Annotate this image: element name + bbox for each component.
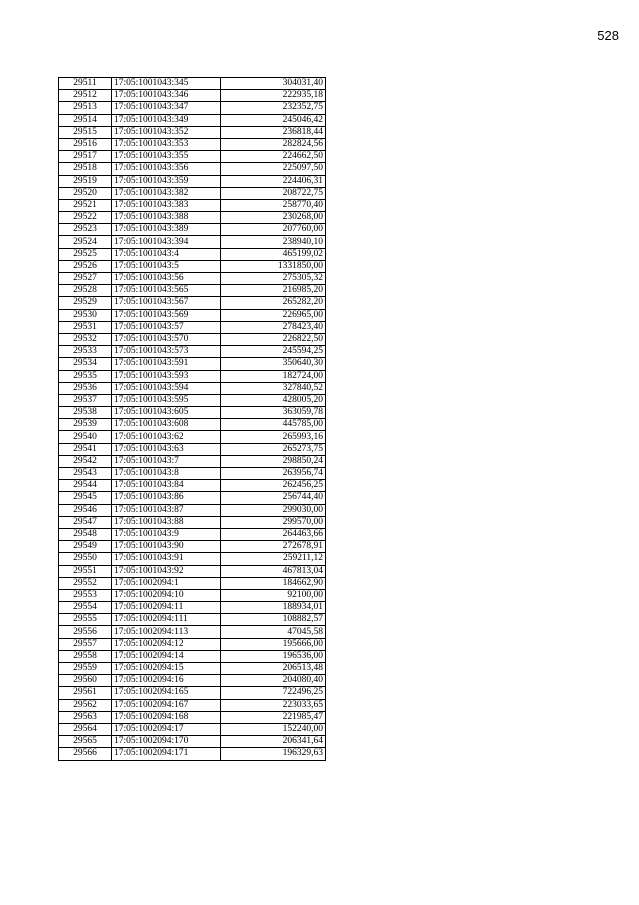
value-cell: 204080,40	[221, 675, 326, 687]
value-cell: 275305,32	[221, 273, 326, 285]
row-number-cell: 29545	[59, 492, 112, 504]
table-row	[59, 407, 326, 419]
cadastral-number-cell: 17:05:1002094:111	[112, 614, 221, 626]
table-row	[59, 468, 326, 480]
value-cell: 467813,04	[221, 565, 326, 577]
row-number-cell: 29541	[59, 443, 112, 455]
value-cell: 304031,40	[221, 78, 326, 90]
value-cell: 224406,31	[221, 175, 326, 187]
value-cell: 92100,00	[221, 589, 326, 601]
table-row	[59, 553, 326, 565]
row-number-cell: 29529	[59, 297, 112, 309]
value-cell: 188934,01	[221, 602, 326, 614]
cadastral-number-cell: 17:05:1002094:15	[112, 663, 221, 675]
cadastral-number-cell: 17:05:1001043:91	[112, 553, 221, 565]
value-cell: 226965,00	[221, 309, 326, 321]
row-number-cell: 29525	[59, 248, 112, 260]
value-cell: 221985,47	[221, 711, 326, 723]
table-row	[59, 175, 326, 187]
table-row	[59, 273, 326, 285]
value-cell: 1331850,00	[221, 260, 326, 272]
value-cell: 327840,52	[221, 382, 326, 394]
row-number-cell: 29537	[59, 394, 112, 406]
cadastral-number-cell: 17:05:1001043:63	[112, 443, 221, 455]
cadastral-number-cell: 17:05:1002094:167	[112, 699, 221, 711]
value-cell: 208722,75	[221, 187, 326, 199]
value-cell: 195666,00	[221, 638, 326, 650]
value-cell: 258770,40	[221, 199, 326, 211]
row-number-cell: 29512	[59, 90, 112, 102]
cadastral-number-cell: 17:05:1001043:5	[112, 260, 221, 272]
row-number-cell: 29538	[59, 407, 112, 419]
value-cell: 299570,00	[221, 516, 326, 528]
row-number-cell: 29514	[59, 114, 112, 126]
cadastral-number-cell: 17:05:1001043:595	[112, 394, 221, 406]
cadastral-number-cell: 17:05:1001043:394	[112, 236, 221, 248]
cadastral-number-cell: 17:05:1001043:359	[112, 175, 221, 187]
table-row	[59, 419, 326, 431]
cadastral-number-cell: 17:05:1001043:9	[112, 528, 221, 540]
value-cell: 256744,40	[221, 492, 326, 504]
table-row	[59, 297, 326, 309]
table-row	[59, 333, 326, 345]
table-row	[59, 394, 326, 406]
table-row	[59, 614, 326, 626]
cadastral-number-cell: 17:05:1001043:567	[112, 297, 221, 309]
value-cell: 223033,65	[221, 699, 326, 711]
table-row	[59, 358, 326, 370]
cadastral-number-cell: 17:05:1001043:86	[112, 492, 221, 504]
cadastral-number-cell: 17:05:1001043:92	[112, 565, 221, 577]
table-row	[59, 236, 326, 248]
cadastral-number-cell: 17:05:1001043:356	[112, 163, 221, 175]
value-cell: 196329,63	[221, 748, 326, 760]
data-table	[58, 77, 326, 761]
row-number-cell: 29520	[59, 187, 112, 199]
table-row	[59, 541, 326, 553]
table-row	[59, 321, 326, 333]
table-row	[59, 748, 326, 760]
row-number-cell: 29516	[59, 138, 112, 150]
value-cell: 216985,20	[221, 285, 326, 297]
table-row	[59, 370, 326, 382]
table-row	[59, 516, 326, 528]
table-body	[59, 78, 326, 761]
cadastral-number-cell: 17:05:1001043:62	[112, 431, 221, 443]
table-row	[59, 151, 326, 163]
table-row	[59, 504, 326, 516]
table-row	[59, 346, 326, 358]
row-number-cell: 29522	[59, 212, 112, 224]
row-number-cell: 29547	[59, 516, 112, 528]
row-number-cell: 29540	[59, 431, 112, 443]
cadastral-number-cell: 17:05:1001043:345	[112, 78, 221, 90]
row-number-cell: 29556	[59, 626, 112, 638]
table-row	[59, 431, 326, 443]
cadastral-number-cell: 17:05:1002094:113	[112, 626, 221, 638]
cadastral-number-cell: 17:05:1001043:56	[112, 273, 221, 285]
table-row	[59, 589, 326, 601]
cadastral-number-cell: 17:05:1001043:7	[112, 455, 221, 467]
row-number-cell: 29513	[59, 102, 112, 114]
cadastral-number-cell: 17:05:1001043:570	[112, 333, 221, 345]
value-cell: 428005,20	[221, 394, 326, 406]
cadastral-number-cell: 17:05:1001043:389	[112, 224, 221, 236]
value-cell: 236818,44	[221, 126, 326, 138]
row-number-cell: 29551	[59, 565, 112, 577]
value-cell: 265273,75	[221, 443, 326, 455]
cadastral-number-cell: 17:05:1001043:382	[112, 187, 221, 199]
cadastral-number-cell: 17:05:1002094:10	[112, 589, 221, 601]
value-cell: 206513,48	[221, 663, 326, 675]
table-row	[59, 528, 326, 540]
table-row	[59, 78, 326, 90]
row-number-cell: 29554	[59, 602, 112, 614]
cadastral-number-cell: 17:05:1001043:4	[112, 248, 221, 260]
cadastral-number-cell: 17:05:1001043:593	[112, 370, 221, 382]
row-number-cell: 29523	[59, 224, 112, 236]
table-row	[59, 443, 326, 455]
cadastral-number-cell: 17:05:1001043:608	[112, 419, 221, 431]
value-cell: 272678,91	[221, 541, 326, 553]
value-cell: 222935,18	[221, 90, 326, 102]
table-row	[59, 138, 326, 150]
cadastral-number-cell: 17:05:1002094:14	[112, 650, 221, 662]
cadastral-number-cell: 17:05:1002094:17	[112, 723, 221, 735]
value-cell: 363059,78	[221, 407, 326, 419]
table-row	[59, 114, 326, 126]
row-number-cell: 29528	[59, 285, 112, 297]
table-row	[59, 285, 326, 297]
row-number-cell: 29518	[59, 163, 112, 175]
table-row	[59, 309, 326, 321]
value-cell: 152240,00	[221, 723, 326, 735]
row-number-cell: 29549	[59, 541, 112, 553]
cadastral-number-cell: 17:05:1001043:355	[112, 151, 221, 163]
row-number-cell: 29532	[59, 333, 112, 345]
table-row	[59, 638, 326, 650]
row-number-cell: 29542	[59, 455, 112, 467]
row-number-cell: 29559	[59, 663, 112, 675]
value-cell: 278423,40	[221, 321, 326, 333]
table-row	[59, 650, 326, 662]
cadastral-number-cell: 17:05:1001043:569	[112, 309, 221, 321]
table-row	[59, 248, 326, 260]
row-number-cell: 29562	[59, 699, 112, 711]
table-row	[59, 492, 326, 504]
table-row	[59, 711, 326, 723]
value-cell: 445785,00	[221, 419, 326, 431]
value-cell: 263956,74	[221, 468, 326, 480]
row-number-cell: 29548	[59, 528, 112, 540]
table-row	[59, 626, 326, 638]
table-row	[59, 187, 326, 199]
cadastral-number-cell: 17:05:1001043:594	[112, 382, 221, 394]
value-cell: 232352,75	[221, 102, 326, 114]
table-row	[59, 565, 326, 577]
row-number-cell: 29521	[59, 199, 112, 211]
table-row	[59, 102, 326, 114]
cadastral-number-cell: 17:05:1001043:591	[112, 358, 221, 370]
cadastral-number-cell: 17:05:1001043:388	[112, 212, 221, 224]
value-cell: 282824,56	[221, 138, 326, 150]
row-number-cell: 29526	[59, 260, 112, 272]
value-cell: 298850,24	[221, 455, 326, 467]
table-row	[59, 199, 326, 211]
cadastral-number-cell: 17:05:1002094:165	[112, 687, 221, 699]
table-row	[59, 723, 326, 735]
value-cell: 224662,50	[221, 151, 326, 163]
cadastral-number-cell: 17:05:1001043:349	[112, 114, 221, 126]
cadastral-number-cell: 17:05:1002094:171	[112, 748, 221, 760]
cadastral-number-cell: 17:05:1001043:383	[112, 199, 221, 211]
value-cell: 299030,00	[221, 504, 326, 516]
value-cell: 238940,10	[221, 236, 326, 248]
row-number-cell: 29534	[59, 358, 112, 370]
cadastral-number-cell: 17:05:1002094:11	[112, 602, 221, 614]
table-row	[59, 687, 326, 699]
row-number-cell: 29550	[59, 553, 112, 565]
row-number-cell: 29515	[59, 126, 112, 138]
value-cell: 225097,50	[221, 163, 326, 175]
row-number-cell: 29531	[59, 321, 112, 333]
cadastral-number-cell: 17:05:1001043:605	[112, 407, 221, 419]
cadastral-number-cell: 17:05:1002094:16	[112, 675, 221, 687]
value-cell: 196536,00	[221, 650, 326, 662]
table-row	[59, 260, 326, 272]
table-row	[59, 90, 326, 102]
cadastral-number-cell: 17:05:1001043:352	[112, 126, 221, 138]
table-row	[59, 675, 326, 687]
table-row	[59, 163, 326, 175]
table-row	[59, 382, 326, 394]
value-cell: 182724,00	[221, 370, 326, 382]
row-number-cell: 29543	[59, 468, 112, 480]
cadastral-number-cell: 17:05:1002094:12	[112, 638, 221, 650]
cadastral-number-cell: 17:05:1001043:353	[112, 138, 221, 150]
value-cell: 350640,30	[221, 358, 326, 370]
row-number-cell: 29564	[59, 723, 112, 735]
row-number-cell: 29517	[59, 151, 112, 163]
value-cell: 207760,00	[221, 224, 326, 236]
value-cell: 206341,64	[221, 736, 326, 748]
table-row	[59, 736, 326, 748]
row-number-cell: 29561	[59, 687, 112, 699]
row-number-cell: 29535	[59, 370, 112, 382]
value-cell: 230268,00	[221, 212, 326, 224]
value-cell: 184662,90	[221, 577, 326, 589]
value-cell: 245046,42	[221, 114, 326, 126]
row-number-cell: 29555	[59, 614, 112, 626]
cadastral-number-cell: 17:05:1001043:347	[112, 102, 221, 114]
cadastral-number-cell: 17:05:1002094:1	[112, 577, 221, 589]
row-number-cell: 29536	[59, 382, 112, 394]
row-number-cell: 29527	[59, 273, 112, 285]
table-row	[59, 224, 326, 236]
row-number-cell: 29539	[59, 419, 112, 431]
cadastral-number-cell: 17:05:1001043:8	[112, 468, 221, 480]
value-cell: 465199,02	[221, 248, 326, 260]
value-cell: 226822,50	[221, 333, 326, 345]
row-number-cell: 29552	[59, 577, 112, 589]
value-cell: 47045,58	[221, 626, 326, 638]
row-number-cell: 29560	[59, 675, 112, 687]
table-row	[59, 480, 326, 492]
page-number: 528	[597, 28, 619, 43]
value-cell: 259211,12	[221, 553, 326, 565]
table-row	[59, 699, 326, 711]
cadastral-number-cell: 17:05:1001043:573	[112, 346, 221, 358]
table-row	[59, 602, 326, 614]
cadastral-number-cell: 17:05:1002094:170	[112, 736, 221, 748]
value-cell: 264463,66	[221, 528, 326, 540]
value-cell: 262456,25	[221, 480, 326, 492]
row-number-cell: 29533	[59, 346, 112, 358]
table-row	[59, 126, 326, 138]
row-number-cell: 29544	[59, 480, 112, 492]
cadastral-number-cell: 17:05:1001043:84	[112, 480, 221, 492]
value-cell: 722496,25	[221, 687, 326, 699]
table-row	[59, 455, 326, 467]
row-number-cell: 29546	[59, 504, 112, 516]
row-number-cell: 29519	[59, 175, 112, 187]
row-number-cell: 29557	[59, 638, 112, 650]
cadastral-number-cell: 17:05:1001043:90	[112, 541, 221, 553]
cadastral-number-cell: 17:05:1001043:88	[112, 516, 221, 528]
row-number-cell: 29553	[59, 589, 112, 601]
row-number-cell: 29558	[59, 650, 112, 662]
cadastral-number-cell: 17:05:1001043:565	[112, 285, 221, 297]
value-cell: 265282,20	[221, 297, 326, 309]
row-number-cell: 29530	[59, 309, 112, 321]
value-cell: 265993,16	[221, 431, 326, 443]
cadastral-number-cell: 17:05:1002094:168	[112, 711, 221, 723]
table-row	[59, 663, 326, 675]
value-cell: 245594,25	[221, 346, 326, 358]
row-number-cell: 29563	[59, 711, 112, 723]
row-number-cell: 29565	[59, 736, 112, 748]
cadastral-number-cell: 17:05:1001043:87	[112, 504, 221, 516]
row-number-cell: 29524	[59, 236, 112, 248]
table-row	[59, 212, 326, 224]
cadastral-number-cell: 17:05:1001043:57	[112, 321, 221, 333]
row-number-cell: 29566	[59, 748, 112, 760]
value-cell: 108882,57	[221, 614, 326, 626]
table-row	[59, 577, 326, 589]
row-number-cell: 29511	[59, 78, 112, 90]
cadastral-number-cell: 17:05:1001043:346	[112, 90, 221, 102]
